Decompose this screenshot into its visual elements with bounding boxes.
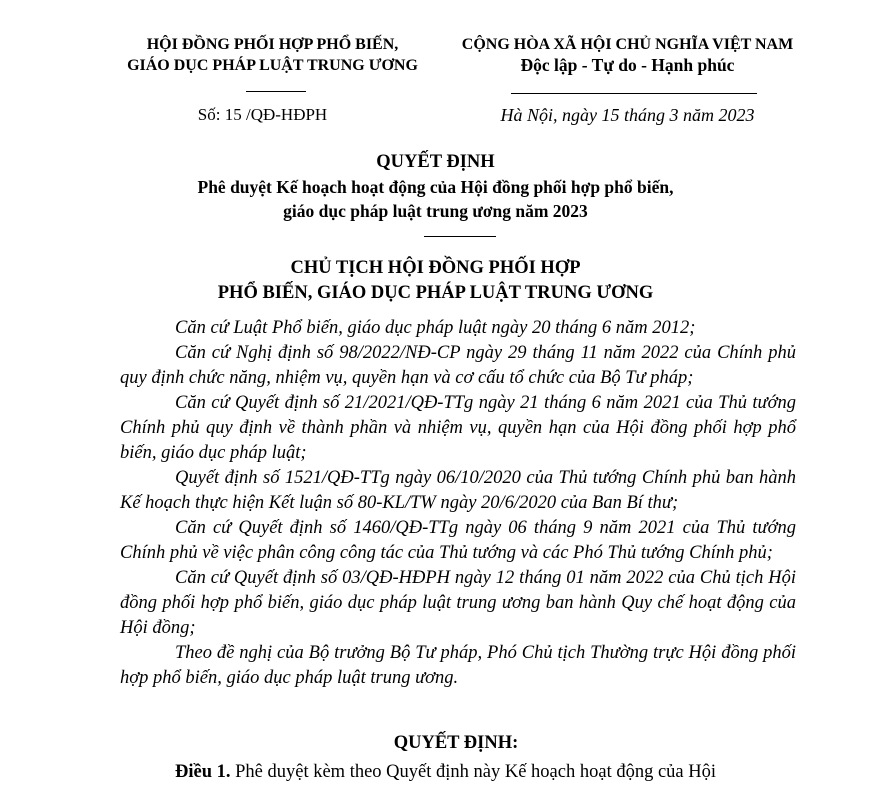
document-number: Số: 15 /QĐ-HĐPH (197, 105, 328, 124)
subject-line-2: giáo dục pháp luật trung ương năm 2023 (283, 201, 588, 221)
national-motto: Độc lập - Tự do - Hạnh phúc (520, 55, 735, 75)
place-and-date: Hà Nội, ngày 15 tháng 3 năm 2023 (500, 105, 755, 125)
article-1 (175, 762, 716, 783)
legal-basis-item: Quyết định số 1521/QĐ-TTg ngày 06/10/2020 của Thủ tướng Chính phủ ban hành Kế hoạch thực hiện Kết luận số 80-KL/TW ngày 20/6/2020 của Ban Bí thư; (120, 468, 796, 513)
legal-basis-item: Căn cứ Luật Phổ biến, giáo dục pháp luật ngày 20 tháng 6 năm 2012; (175, 318, 696, 338)
issuer-line-2: PHỔ BIẾN, GIÁO DỤC PHÁP LUẬT TRUNG ƯƠNG (217, 283, 654, 303)
legal-bases (120, 316, 796, 691)
article-1-label: Điều 1. (175, 762, 231, 782)
subject-line-1: Phê duyệt Kế hoạch hoạt động của Hội đồng phối hợp phổ biến, (197, 177, 674, 197)
agency-line-1: HỘI ĐỒNG PHỐI HỢP PHỔ BIẾN, (146, 36, 399, 53)
article-1-text: Phê duyệt kèm theo Quyết định này Kế hoạch hoạt động của Hội (230, 762, 717, 782)
legal-basis-item: Căn cứ Quyết định số 1460/QĐ-TTg ngày 06 tháng 9 năm 2021 của Thủ tướng Chính phủ về việc phân công công tác của Thủ tướng và các Phó Thủ tướng Chính phủ; (120, 518, 796, 563)
agency-line-2: GIÁO DỤC PHÁP LUẬT TRUNG ƯƠNG (127, 57, 418, 74)
agency-underline (246, 91, 306, 92)
nation-name: CỘNG HÒA XÃ HỘI CHỦ NGHĨA VIỆT NAM (461, 36, 794, 53)
title-underline (424, 236, 496, 237)
national-header (440, 34, 815, 76)
issuing-agency (105, 34, 440, 76)
issuer-line-1: CHỦ TỊCH HỘI ĐỒNG PHỐI HỢP (290, 258, 581, 278)
motto-underline (511, 93, 757, 94)
legal-basis-item: Căn cứ Nghị định số 98/2022/NĐ-CP ngày 29 tháng 11 năm 2022 của Chính phủ quy định chức năng, nhiệm vụ, quyền hạn và cơ cấu tổ chức của Bộ Tư pháp; (120, 343, 796, 388)
legal-basis-item: Theo đề nghị của Bộ trưởng Bộ Tư pháp, Phó Chủ tịch Thường trực Hội đồng phối hợp phổ biến, giáo dục pháp luật trung ương. (120, 643, 796, 688)
document-type-title: QUYẾT ĐỊNH (376, 152, 495, 172)
decision-heading: QUYẾT ĐỊNH: (393, 733, 519, 753)
legal-basis-item: Căn cứ Quyết định số 03/QĐ-HĐPH ngày 12 tháng 01 năm 2022 của Chủ tịch Hội đồng phối hợp phổ biến, giáo dục pháp luật trung ương ban hành Quy chế hoạt động của Hội đồng; (120, 568, 796, 638)
legal-basis-item: Căn cứ Quyết định số 21/2021/QĐ-TTg ngày 21 tháng 6 năm 2021 của Thủ tướng Chính phủ quy định về thành phần và nhiệm vụ, quyền hạn của Hội đồng phối hợp phổ biến, giáo dục pháp luật; (120, 393, 796, 463)
